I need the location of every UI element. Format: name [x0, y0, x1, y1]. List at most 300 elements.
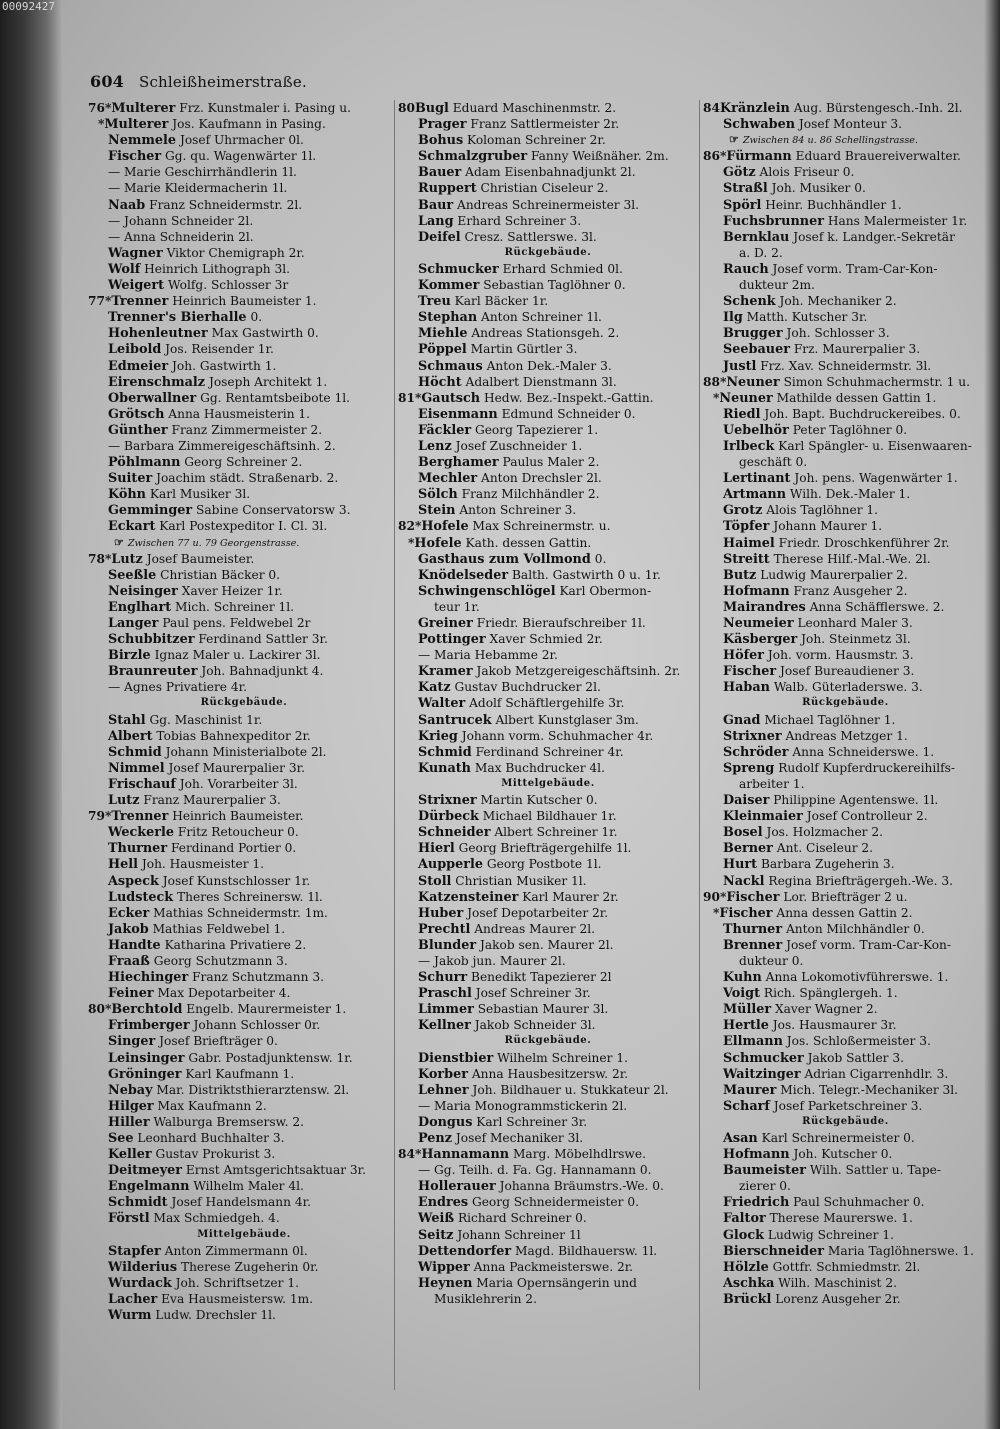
resident-details: Eduard Maschinenmstr. 2. — [452, 101, 617, 115]
resident-details: Gabr. Postadjunktensw. 1r. — [188, 1050, 353, 1065]
resident-surname: Eirenschmalz — [108, 374, 206, 390]
resident-surname: Dürbeck — [418, 809, 479, 825]
directory-entry — [703, 792, 988, 808]
resident-details: Anna Schneiderswe. 1. — [792, 744, 935, 759]
resident-surname: Wagner — [108, 245, 163, 261]
resident-details: Franz Sattlermeister 2r. — [470, 117, 620, 132]
resident-surname: Hofmann — [723, 1147, 790, 1163]
directory-entry — [398, 663, 698, 679]
directory-entry — [88, 454, 400, 470]
resident-surname: Knödelseder — [418, 567, 509, 583]
resident-surname: Kleinmaier — [723, 809, 803, 825]
resident-surname: Greiner — [418, 616, 473, 631]
resident-details: Hans Malermeister 1r. — [827, 213, 968, 228]
resident-surname: Limmer — [418, 1002, 474, 1018]
directory-entry — [703, 1017, 988, 1033]
resident-surname: Multerer — [111, 101, 176, 116]
directory-entry — [398, 969, 698, 985]
resident-details: Ferdinand Sattler 3r. — [198, 632, 328, 647]
resident-details: Mar. Distriktsthierarztensw. 2l. — [156, 1082, 350, 1097]
resident-surname: Katz — [418, 680, 451, 696]
directory-entry — [398, 1162, 698, 1178]
directory-entry — [88, 663, 400, 679]
resident-details: Josef Depotarbeiter 2r. — [467, 905, 609, 920]
directory-entry — [88, 1050, 400, 1066]
resident-surname: Birzle — [108, 648, 151, 664]
resident-surname: Schubbitzer — [108, 632, 195, 648]
resident-details: Paulus Maler 2. — [502, 455, 600, 470]
resident-surname: Fischer — [726, 889, 780, 905]
resident-surname: Hiechinger — [108, 970, 189, 986]
directory-entry — [88, 953, 400, 969]
house-number: 78* — [88, 551, 112, 566]
resident-surname: Albert — [108, 728, 153, 744]
resident-details: Gg. Maschinist 1r. — [149, 712, 263, 727]
resident-details: Ignaz Maler u. Lackirer 3l. — [154, 648, 321, 663]
resident-details: Michael Taglöhner 1. — [764, 712, 896, 727]
directory-entry — [703, 1033, 988, 1049]
resident-surname: Töpfer — [723, 519, 770, 535]
resident-details: Albert Kunstglaser 3m. — [495, 712, 639, 727]
resident-details: Ernst Amtsgerichtsaktuar 3r. — [185, 1163, 367, 1178]
resident-surname: Hannamann — [421, 1147, 510, 1163]
resident-surname: Bosel — [723, 825, 763, 841]
resident-surname: Keller — [108, 1147, 152, 1163]
resident-surname: Gemminger — [108, 503, 193, 519]
resident-details: Georg Schreiner 2. — [184, 455, 303, 470]
directory-entry — [703, 406, 988, 422]
directory-entry — [398, 921, 698, 937]
directory-entry — [703, 728, 988, 744]
resident-details: Therese Zugeherin 0r. — [180, 1259, 319, 1274]
resident-surname: Ilg — [723, 310, 743, 326]
resident-surname: Daiser — [723, 793, 770, 809]
resident-surname: Fuchsbrunner — [723, 213, 824, 229]
resident-details: Georg Schutzmann 3. — [153, 953, 288, 968]
directory-entry — [703, 1162, 988, 1178]
resident-details: Rich. Spänglergeh. 1. — [763, 986, 898, 1001]
resident-surname: Englhart — [108, 599, 172, 615]
directory-entry — [703, 873, 988, 889]
directory-entry — [88, 1098, 400, 1114]
resident-surname: Strixner — [418, 793, 477, 809]
resident-details: Sebastian Taglöhner 0. — [483, 278, 626, 293]
resident-details: Xaver Heizer 1r. — [181, 583, 283, 598]
resident-surname: Schmaus — [418, 358, 483, 374]
resident-details: Gg. qu. Wagenwärter 1l. — [165, 149, 317, 164]
resident-details: Frz. Maurerpalier 3. — [793, 342, 921, 357]
resident-surname: Asan — [723, 1131, 758, 1146]
resident-details: Andreas Schreinermeister 3l. — [457, 197, 640, 212]
resident-details: Maria Opernsängerin und — [476, 1275, 637, 1290]
resident-surname: Oberwallner — [108, 390, 197, 406]
resident-details: Kath. dessen Gattin. — [465, 535, 592, 550]
directory-entry — [88, 1114, 400, 1130]
directory-entry — [398, 1114, 698, 1130]
directory-entry — [88, 599, 400, 615]
directory-entry — [703, 293, 988, 309]
resident-details: Paul pens. Feldwebel 2r — [162, 616, 311, 630]
resident-details: Sabine Conservatorsw 3. — [196, 503, 351, 518]
resident-details: — Gg. Teilh. d. Fa. Gg. Hannamann 0. — [418, 1163, 652, 1178]
resident-details: Walburga Bremsersw. 2. — [153, 1114, 304, 1129]
directory-entry — [398, 100, 698, 116]
resident-surname: Thurner — [723, 921, 783, 937]
resident-surname: Heynen — [418, 1275, 473, 1291]
house-number: 81* — [398, 390, 422, 405]
directory-entry — [398, 1066, 698, 1082]
directory-entry — [703, 470, 988, 486]
resident-surname: Streitt — [723, 551, 770, 567]
resident-details: Franz Ausgeher 2. — [793, 583, 908, 598]
directory-entry — [88, 390, 400, 406]
resident-surname: Aupperle — [418, 857, 484, 873]
directory-entry — [703, 358, 988, 374]
resident-surname: Faltor — [723, 1211, 766, 1227]
resident-surname: Hurt — [723, 857, 758, 873]
resident-surname: Miehle — [418, 326, 468, 342]
resident-details: Tobias Bahnexpeditor 2r. — [156, 728, 311, 743]
resident-surname: Friedrich — [723, 1195, 790, 1211]
resident-surname: Neuner — [719, 390, 773, 406]
directory-entry — [88, 100, 400, 116]
resident-surname: Lehner — [418, 1082, 469, 1098]
resident-details: Karl Maurer 2r. — [522, 889, 619, 904]
resident-surname: Stahl — [108, 712, 146, 728]
resident-surname: Spreng — [723, 760, 775, 776]
resident-surname: Weiß — [418, 1211, 455, 1227]
resident-surname: Riedl — [723, 406, 761, 422]
resident-surname: Fäckler — [418, 422, 472, 438]
resident-surname: Neuner — [726, 374, 780, 390]
resident-surname: Weckerle — [108, 825, 175, 841]
house-number: 86* — [703, 149, 727, 164]
directory-entry — [703, 1210, 988, 1226]
resident-surname: Artmann — [723, 487, 787, 503]
resident-details: Jos. Schloßermeister 3. — [786, 1034, 931, 1049]
resident-details: Franz Schneidermstr. 2l. — [149, 197, 303, 212]
directory-entry — [703, 808, 988, 824]
book-gutter — [0, 0, 62, 1429]
resident-surname: Huber — [418, 905, 464, 921]
resident-details: — Marie Kleidermacherin 1l. — [108, 181, 288, 196]
directory-entry — [88, 776, 400, 792]
resident-details: Barbara Zugeherin 3. — [760, 857, 895, 872]
resident-surname: Berner — [723, 841, 773, 857]
entry-continuation: geschäft 0. — [739, 455, 808, 470]
resident-surname: Multerer — [104, 117, 169, 133]
resident-surname: See — [108, 1131, 134, 1146]
directory-entry — [398, 889, 698, 905]
resident-details: Matth. Kutscher 3r. — [746, 310, 868, 325]
directory-entry — [703, 921, 988, 937]
resident-surname: Leinsinger — [108, 1050, 185, 1066]
resident-details: Erhard Schmied 0l. — [502, 261, 623, 276]
directory-entry — [398, 197, 698, 213]
resident-surname: Grötsch — [108, 406, 165, 422]
resident-details: — Maria Hebamme 2r. — [418, 648, 558, 663]
resident-surname: Hofele — [421, 519, 469, 535]
resident-surname: Schmidt — [108, 1195, 168, 1211]
directory-entry — [703, 229, 988, 245]
house-number: 80 — [398, 101, 415, 115]
entry-continuation: arbeiter 1. — [739, 776, 805, 791]
resident-details: Simon Schuhmachermstr. 1 u. — [783, 374, 970, 389]
resident-details: Martin Kutscher 0. — [480, 793, 598, 808]
directory-entry — [703, 422, 988, 438]
resident-surname: Bernklau — [723, 229, 790, 245]
resident-surname: Brenner — [723, 937, 783, 953]
resident-surname: Kunath — [418, 760, 471, 776]
directory-entry — [88, 341, 400, 357]
directory-entry — [88, 615, 400, 631]
resident-surname: Engelmann — [108, 1179, 190, 1195]
entry-continuation: dukteur 2m. — [739, 278, 815, 293]
directory-entry — [398, 309, 698, 325]
resident-surname: Katzensteiner — [418, 889, 519, 905]
directory-entry — [703, 197, 988, 213]
resident-details: Ferdinand Portier 0. — [170, 841, 297, 856]
resident-surname: Brückl — [723, 1291, 772, 1307]
resident-details: Karl Obermon- — [559, 583, 652, 598]
house-number: * — [713, 390, 720, 405]
directory-entry — [398, 470, 698, 486]
directory-entry — [88, 1291, 400, 1307]
resident-surname: Rauch — [723, 261, 769, 277]
directory-entry — [703, 744, 988, 760]
directory-entry — [398, 937, 698, 953]
resident-details: Joh. vorm. Hausmstr. 3. — [767, 648, 914, 663]
resident-surname: Hölzle — [723, 1259, 769, 1275]
directory-entry — [703, 712, 988, 728]
directory-entry — [398, 518, 698, 534]
directory-entry — [88, 197, 400, 213]
resident-surname: Bugl — [414, 101, 449, 116]
resident-surname: Kramer — [418, 664, 473, 680]
resident-details: Ferdinand Schreiner 4r. — [475, 744, 624, 759]
directory-entry — [398, 1082, 698, 1098]
resident-surname: Brugger — [723, 326, 783, 342]
resident-details: Michael Bildhauer 1r. — [482, 809, 617, 824]
resident-surname: Aspeck — [108, 873, 159, 889]
page-number: 604 — [90, 72, 124, 91]
resident-surname: Gasthaus zum Vollmond — [418, 551, 591, 567]
directory-entry — [703, 1001, 988, 1017]
directory-entry — [398, 341, 698, 357]
resident-details: Frz. Xav. Schneidermstr. 3l. — [760, 358, 932, 373]
directory-entry — [398, 116, 698, 132]
directory-entry — [703, 856, 988, 872]
resident-surname: Berchtold — [111, 1002, 183, 1018]
directory-entry — [398, 953, 698, 969]
resident-surname: Lacher — [108, 1291, 158, 1307]
directory-entry — [88, 325, 400, 341]
directory-entry — [703, 583, 988, 599]
directory-entry — [88, 406, 400, 422]
resident-surname: Stephan — [418, 310, 478, 326]
directory-entry — [88, 1194, 400, 1210]
directory-entry — [703, 261, 988, 277]
resident-surname: Singer — [108, 1034, 156, 1050]
resident-details: Wilhelm Schreiner 1. — [497, 1050, 628, 1065]
resident-details: Magd. Bildhauersw. 1l. — [515, 1243, 658, 1258]
directory-entry — [88, 180, 400, 196]
pointing-hand-icon: ☞ — [729, 133, 739, 147]
resident-surname: Deifel — [418, 229, 461, 245]
directory-entry — [88, 1017, 400, 1033]
resident-details: Josef Schreiner 3r. — [475, 986, 591, 1001]
directory-entry — [398, 567, 698, 583]
resident-surname: Lenz — [418, 438, 452, 454]
directory-entry — [703, 502, 988, 518]
directory-entry — [88, 1307, 400, 1323]
resident-details: Viktor Chemigraph 2r. — [166, 245, 305, 260]
directory-entry — [88, 744, 400, 760]
resident-details: Rudolf Kupferdruckereihilfs- — [778, 760, 956, 775]
directory-entry — [703, 1259, 988, 1275]
resident-surname: Trenner — [111, 294, 169, 310]
directory-entry — [398, 374, 698, 390]
resident-surname: Hiller — [108, 1114, 150, 1130]
directory-entry — [398, 583, 698, 599]
directory-entry — [398, 712, 698, 728]
directory-entry — [398, 1243, 698, 1259]
section-heading: Rückgebäude. — [802, 697, 889, 709]
resident-details: Heinr. Buchhändler 1. — [765, 197, 902, 212]
directory-entry — [398, 454, 698, 470]
resident-details: Friedr. Bieraufschreiber 1l. — [476, 616, 646, 630]
resident-details: Philippine Agentenswe. 1l. — [773, 793, 939, 808]
resident-surname: Prechtl — [418, 921, 471, 937]
resident-details: Sebastian Maurer 3l. — [477, 1002, 609, 1017]
directory-entry — [88, 1162, 400, 1178]
resident-details: Jos. Kaufmann in Pasing. — [172, 117, 326, 132]
resident-surname: Penz — [418, 1131, 452, 1146]
directory-entry — [703, 551, 988, 567]
resident-surname: Walter — [418, 696, 466, 712]
resident-surname: Schwaben — [723, 117, 796, 133]
resident-surname: Nemmele — [108, 133, 177, 149]
directory-entry — [703, 1082, 988, 1098]
resident-details: Joh. Steinmetz 3l. — [801, 632, 911, 647]
resident-surname: Naab — [108, 197, 146, 213]
resident-details: Cresz. Sattlerswe. 3l. — [464, 229, 597, 244]
resident-details: Johann vorm. Schuhmacher 4r. — [461, 728, 654, 743]
resident-details: Lorenz Ausgeher 2r. — [775, 1291, 901, 1306]
directory-entry — [703, 824, 988, 840]
directory-entry — [398, 1130, 698, 1146]
resident-surname: Nebay — [108, 1082, 153, 1098]
resident-surname: Stoll — [418, 873, 452, 889]
directory-entry — [703, 567, 988, 583]
directory-entry — [398, 180, 698, 196]
resident-surname: Schurr — [418, 970, 468, 986]
resident-details: Christian Musiker 1l. — [455, 873, 587, 888]
resident-details: — Barbara Zimmereigeschäftsinh. 2. — [108, 438, 336, 453]
directory-entry — [703, 905, 988, 921]
entry-continuation: Musiklehrerin 2. — [434, 1291, 537, 1306]
resident-details: Andreas Maurer 2l. — [474, 921, 595, 936]
resident-details: Anna dessen Gattin 2. — [776, 905, 913, 920]
directory-entry — [88, 824, 400, 840]
directory-entry — [398, 551, 698, 567]
resident-surname: Butz — [723, 567, 757, 583]
directory-entry — [398, 1050, 698, 1066]
resident-surname: Voigt — [723, 986, 761, 1002]
resident-details: Leonhard Maler 3. — [797, 616, 913, 630]
scan-id: 00092427 — [2, 0, 55, 13]
resident-details: Richard Schreiner 0. — [457, 1211, 587, 1226]
directory-entry — [398, 1227, 698, 1243]
resident-details: Joh. Hausmeister 1. — [141, 857, 265, 872]
directory-entry — [703, 840, 988, 856]
resident-details: Peter Taglöhner 0. — [792, 422, 908, 437]
resident-details: Josef Mechaniker 3l. — [455, 1131, 584, 1145]
resident-details: Ludw. Drechsler 1l. — [155, 1308, 276, 1323]
resident-details: — Johann Schneider 2l. — [108, 213, 254, 228]
resident-details: Joh. Gastwirth 1. — [172, 358, 277, 373]
resident-details: — Jakob jun. Maurer 2l. — [418, 953, 566, 968]
directory-entry — [398, 679, 698, 695]
resident-details: Georg Tapezierer 1. — [474, 422, 599, 437]
resident-surname: Schwingenschlögel — [418, 583, 556, 599]
resident-surname: Edmeier — [108, 358, 169, 374]
resident-surname: Ellmann — [723, 1034, 783, 1050]
directory-entry — [703, 164, 988, 180]
resident-surname: Wurm — [108, 1308, 152, 1324]
resident-details: Engelb. Maurermeister 1. — [186, 1002, 347, 1017]
directory-entry — [703, 116, 988, 132]
directory-entry — [88, 889, 400, 905]
directory-entry — [703, 1227, 988, 1243]
directory-entry — [398, 1017, 698, 1033]
resident-surname: Hofele — [414, 535, 462, 551]
resident-surname: Endres — [418, 1195, 469, 1211]
directory-entry — [398, 647, 698, 663]
directory-entry — [88, 583, 400, 599]
resident-details: Marg. Möbelhdlrswe. — [512, 1147, 646, 1162]
resident-details: Joh. Musiker 0. — [771, 181, 866, 196]
resident-details: Edmund Schneider 0. — [501, 406, 636, 421]
resident-surname: Hertle — [723, 1018, 769, 1034]
directory-entry — [703, 615, 988, 631]
directory-entry — [398, 438, 698, 454]
resident-details: Heinrich Baumeister. — [172, 809, 304, 824]
resident-surname: Feiner — [108, 986, 154, 1002]
directory-entry — [398, 1194, 698, 1210]
directory-entry — [703, 535, 988, 551]
resident-surname: Hohenleutner — [108, 326, 208, 342]
directory-entry — [703, 486, 988, 502]
directory-entry — [88, 969, 400, 985]
resident-surname: Lang — [418, 213, 454, 229]
resident-surname: Irlbeck — [723, 438, 775, 454]
resident-details: Josef Kunstschlosser 1r. — [162, 873, 311, 888]
directory-entry — [398, 744, 698, 760]
resident-details: Aug. Bürstengesch.-Inh. 2l. — [793, 101, 963, 115]
resident-details: Anna Hausmeisterin 1. — [168, 406, 311, 421]
column-2 — [398, 100, 698, 1307]
directory-entry — [398, 1210, 698, 1226]
directory-entry — [88, 213, 400, 229]
directory-entry — [88, 551, 400, 567]
resident-details: Joh. Kutscher 0. — [793, 1147, 893, 1162]
resident-details: Lor. Briefträger 2 u. — [783, 889, 908, 904]
resident-surname: Eisenmann — [418, 406, 498, 422]
resident-details: — Maria Monogrammstickerin 2l. — [418, 1098, 628, 1113]
cross-street-note — [88, 535, 400, 551]
resident-details: Heinrich Lithograph 3l. — [144, 261, 290, 276]
